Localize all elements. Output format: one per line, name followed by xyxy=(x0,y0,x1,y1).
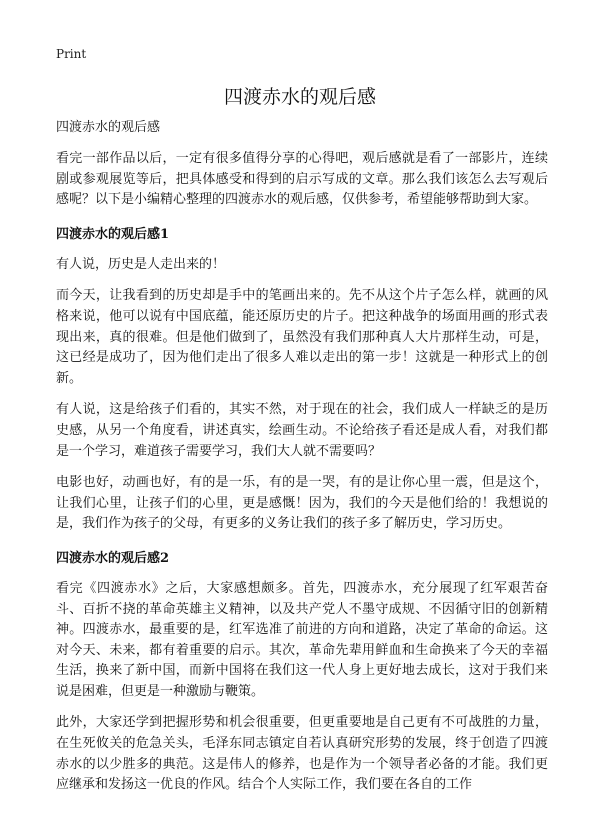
paragraph: 此外，大家还学到把握形势和机会很重要，但更重要地是自己更有不可战胜的力量，在生死攸关的危急关头，毛泽东同志镇定自若认真研究形势的发展，终于创造了四渡赤水的以少胜多的典范。这是伟人的修养，也是作为一个领导者必备的才能。我们更应继承和发扬这一优良的作风。结合个人实际工作，我们要在各自的工作 xyxy=(56,715,548,793)
print-label[interactable]: Print xyxy=(56,47,87,61)
paragraph: 而今天，让我看到的历史却是手中的笔画出来的。先不从这个片子怎么样，就画的风格来说，他可以说有中国底蕴，能还原历史的片子。把这种战争的场面用画的形式表现出来，真的很难。但是他们做到了，虽然没有我们那种真人大片那样生动，可是，这已经是成功了，因为他们走出了很多人难以走出的第一步！这就是一种形式上的创新。 xyxy=(56,288,548,386)
paragraph: 有人说，这是给孩子们看的，其实不然，对于现在的社会，我们成人一样缺乏的是历史感，从另一个角度看，讲述真实，绘画生动。不论给孩子看还是成人看，对我们都是一个学习，难道孩子需要学习，我们大人就不需要吗？ xyxy=(56,402,548,459)
section-heading: 四渡赤水的观后感2 xyxy=(56,550,170,566)
paragraph: 电影也好，动画也好，有的是一乐，有的是一哭，有的是让你心里一震，但是这个，让我们心里，让孩子们的心里，更是感慨！因为，我们的今天是他们给的！我想说的是，我们作为孩子的父母，有更多的义务让我们的孩子多了解历史，学习历史。 xyxy=(56,475,548,532)
intro-paragraph: 看完一部作品以后，一定有很多值得分享的心得吧，观后感就是看了一部影片，连续剧或参观展览等后，把具体感受和得到的启示写成的文章。那么我们该怎么去写观后感呢？以下是小编精心整理的四渡赤水的观后感，仅供参考，希望能够帮助到大家。 xyxy=(56,151,548,208)
document-title: 四渡赤水的观后感 xyxy=(223,86,376,108)
document-subtitle: 四渡赤水的观后感 xyxy=(56,120,161,135)
section-heading: 四渡赤水的观后感1 xyxy=(56,226,170,242)
paragraph: 看完《四渡赤水》之后，大家感想颇多。首先，四渡赤水，充分展现了红军艰苦奋斗、百折不挠的革命英雄主义精神，以及共产党人不墨守成规、不因循守旧的创新精神。四渡赤水，最重要的是，红军选准了前进的方向和道路，决定了革命的命运。这对今天、未来，都有着重要的启示。其次，革命先辈用鲜血和生命换来了今天的幸福生活，换来了新中国，而新中国将在我们这一代人身上更好地去成长，这对于我们来说是困难，但更是一种激励与鞭策。 xyxy=(56,580,548,699)
paragraph: 有人说，历史是人走出来的！ xyxy=(56,256,226,272)
document-content xyxy=(56,118,548,807)
